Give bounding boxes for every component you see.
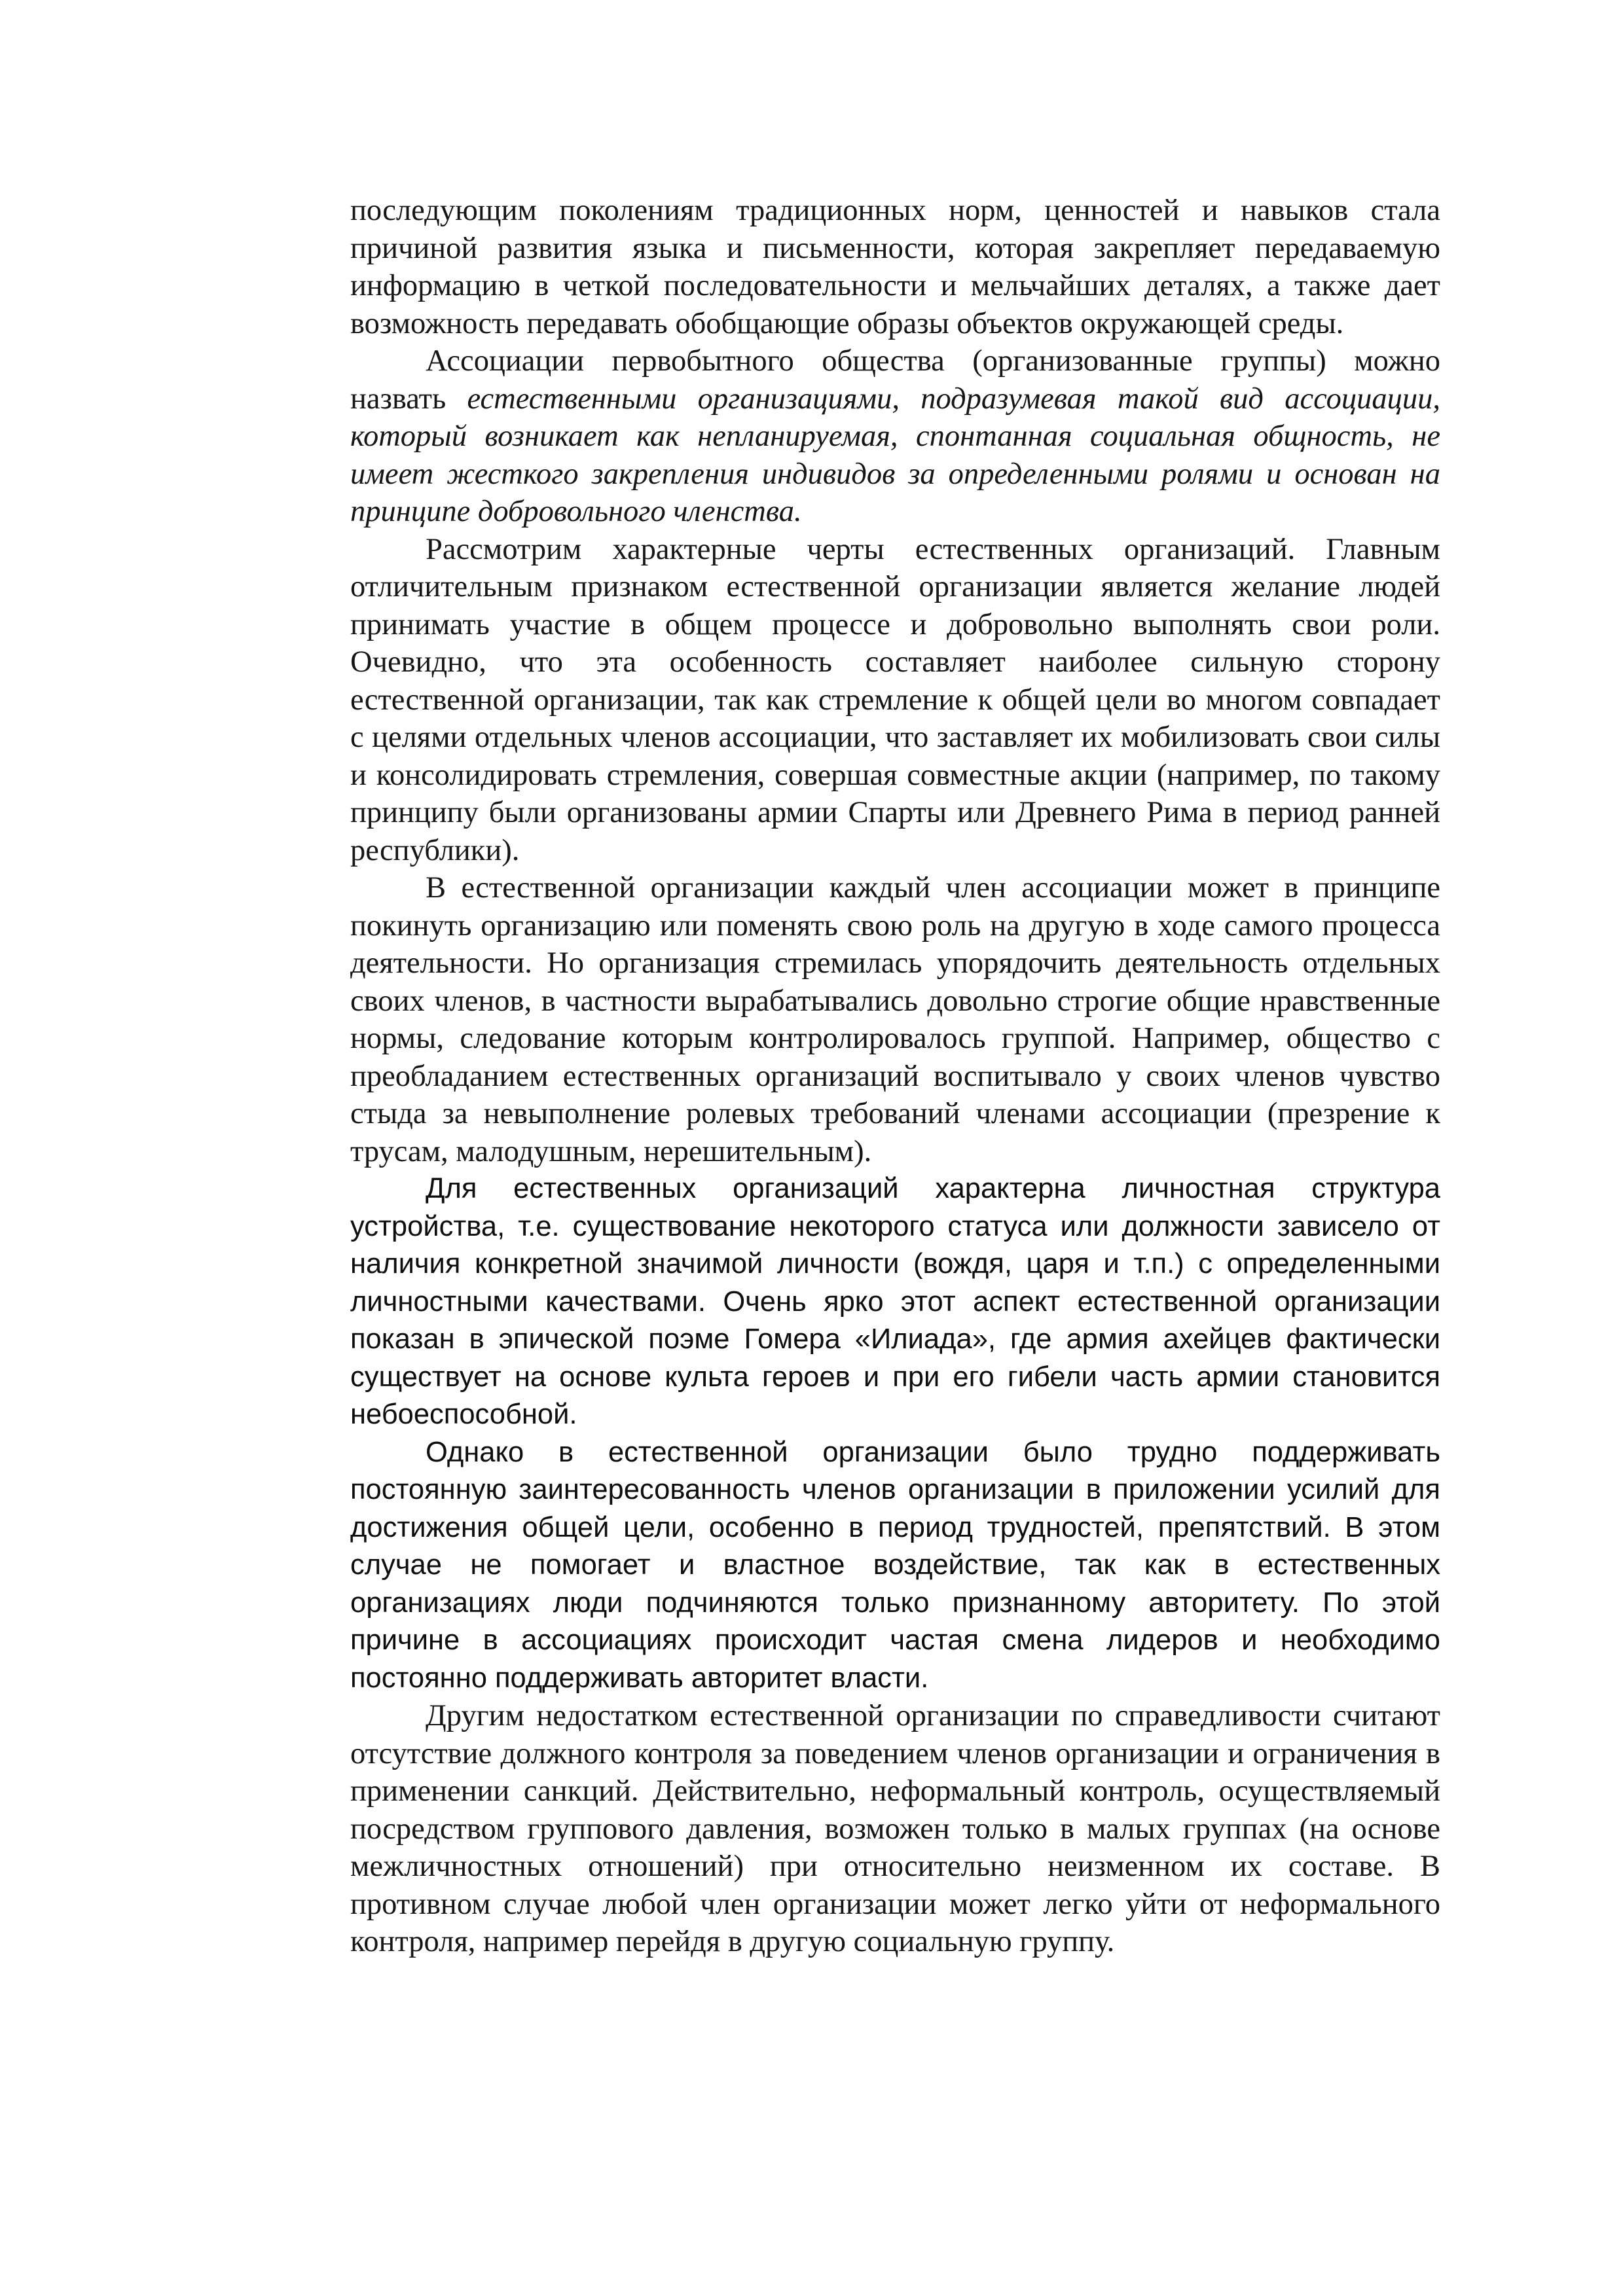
paragraph-continuation: последующим поколениям традиционных норм, ценностей и навыков стала причиной развития языка и письменности, которая закрепляет передаваемую информацию в четкой последовательности и мельчайших деталях, а также дает возможность передавать обобщающие образы объектов окружающей среды. bbox=[350, 194, 1440, 340]
document-page bbox=[350, 192, 1440, 1961]
paragraph-lack-of-control: Другим недостатком естественной организации по справедливости считают отсутствие должного контроля за поведением членов организации и ограничения в применении санкций. Действительно, неформальный контроль, осуществляемый посредством группового давления, возможен только в малых группах (на основе межличностных отношений) при относительно неизменном их составе. В противном случае любой член организации может легко уйти от неформального контроля, например перейдя в другую социальную группу. bbox=[350, 1699, 1440, 1958]
paragraph-characteristic-features: Рассмотрим характерные черты естественных организаций. Главным отличительным признаком естественной организации является желание людей принимать участие в общем процессе и добровольно выполнять свои роли. Очевидно, что эта особенность составляет наиболее сильную сторону естественной организации, так как стремление к общей цели во многом совпадает с целями отдельных членов ассоциации, что заставляет их мобилизовать свои силы и консолидировать стремления, совершая совместные акции (например, по такому принципу были организованы армии Спарты или Древнего Рима в период ранней республики). bbox=[350, 532, 1440, 867]
definition-lead-text: Ассоциации первобытного общества (организованные группы) можно назвать bbox=[350, 344, 1440, 416]
paragraph-member-roles: В естественной организации каждый член ассоциации может в принципе покинуть организацию или поменять свою роль на другую в ходе самого процесса деятельности. Но организация стремилась упорядочить деятельность отдельных своих членов, в частности вырабатывались довольно строгие общие нравственные нормы, следование которым контролировалось группой. Например, общество с преобладанием естественных организаций воспитывало у своих членов чувство стыда за невыполнение ролевых требований членами ассоциации (презрение к трусам, малодушным, нерешительным). bbox=[350, 871, 1440, 1168]
paragraph-natural-organizations-definition bbox=[350, 342, 1440, 531]
paragraph-maintaining-interest: Однако в естественной организации было трудно поддерживать постоянную заинтересованность членов организации в приложении усилий для достижения общей цели, особенно в период трудностей, препятствий. В этом случае не помогает и властное воздействие, так как в естественных организациях люди подчиняются только признанному авторитету. По этой причине в ассоциациях происходит частая смена лидеров и необходимо постоянно поддерживать авторитет власти. bbox=[350, 1436, 1440, 1694]
paragraph-personal-structure: Для естественных организаций характерна личностная структура устройства, т.е. существование некоторого статуса или должности зависело от наличия конкретной значимой личности (вождя, царя и т.п.) с определенными личностными качествами. Очень ярко этот аспект естественной организации показан в эпической поэме Гомера «Илиада», где армия ахейцев фактически существует на основе культа героев и при его гибели часть армии становится небоеспособной. bbox=[350, 1173, 1440, 1430]
definition-italic-text: естественными организациями, подразумевая такой вид ассоциации, который возникает как непланируемая, спонтанная социальная общность, не имеет жесткого закрепления индивидов за определенными ролями и основан на принципе добровольного членства. bbox=[350, 382, 1441, 528]
